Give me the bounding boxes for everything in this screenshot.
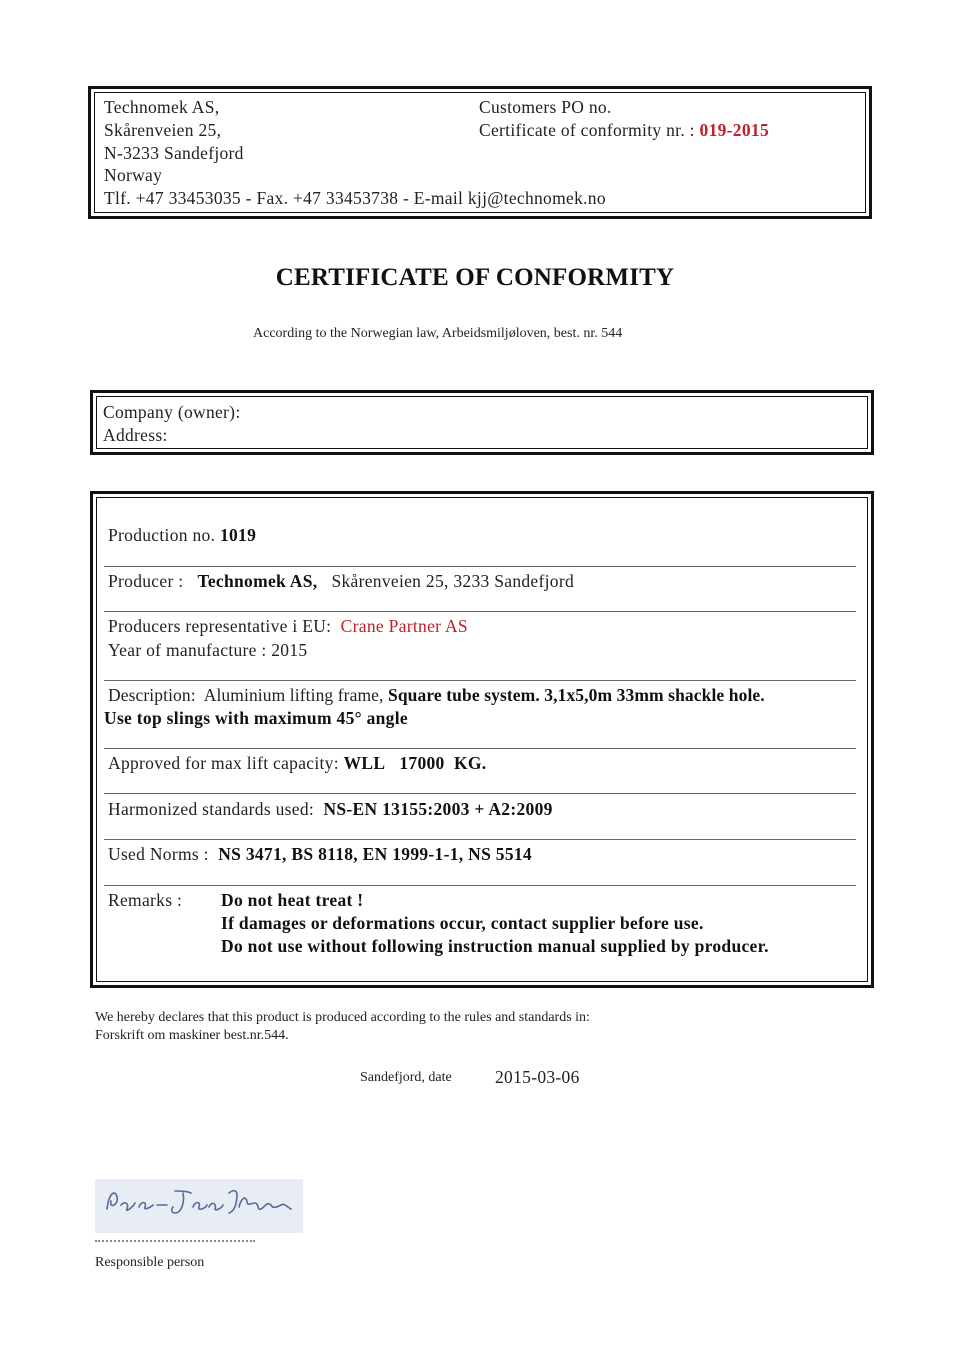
responsible-label: Responsible person — [95, 1255, 205, 1270]
company-street: Skårenveien 25, — [104, 120, 222, 140]
description-line2: Use top slings with maximum 45° angle — [104, 708, 408, 728]
divider — [104, 566, 856, 567]
description-bold: Square tube system. 3,1x5,0m 33mm shackle hole. — [388, 685, 765, 705]
divider — [104, 885, 856, 886]
company-city: N-3233 Sandefjord — [104, 143, 244, 163]
po-label: Customers PO no. — [479, 97, 612, 117]
norms-value: NS 3471, BS 8118, EN 1999-1-1, NS 5514 — [218, 844, 532, 864]
cert-number: 019-2015 — [699, 120, 770, 140]
year-row — [108, 640, 307, 661]
production-label: Production no. — [108, 525, 216, 545]
standards-row — [108, 799, 553, 820]
divider — [104, 611, 856, 612]
divider — [104, 748, 856, 749]
wll-label: WLL — [343, 753, 386, 773]
place-label: Sandefjord, date — [360, 1070, 452, 1085]
remark-item: Do not heat treat ! — [221, 890, 364, 910]
producer-label: Producer : — [108, 571, 184, 591]
standards-value: NS-EN 13155:2003 + A2:2009 — [323, 799, 553, 819]
declaration-line1: We hereby declares that this product is produced according to the rules and standards in: — [95, 1010, 590, 1025]
divider — [104, 793, 856, 794]
production-number: 1019 — [219, 525, 257, 545]
year-label: Year of manufacture : — [108, 640, 267, 660]
cert-number-line — [479, 120, 769, 141]
description-plain: Aluminium lifting frame, — [203, 685, 384, 705]
remark-item: Do not use without following instruction manual supplied by producer. — [221, 936, 769, 956]
description-label: Description: — [108, 685, 196, 705]
production-row — [108, 525, 256, 546]
approved-row — [108, 753, 486, 774]
description-row — [108, 685, 765, 706]
remark-item: If damages or deformations occur, contact supplier before use. — [221, 913, 704, 933]
standards-label: Harmonized standards used: — [108, 799, 315, 819]
remarks-label: Remarks : — [108, 890, 183, 910]
owner-company-label: Company (owner): — [103, 402, 241, 422]
producer-row — [108, 571, 574, 592]
year-value: 2015 — [271, 640, 308, 660]
wll-unit: KG. — [453, 753, 487, 773]
signing-date: 2015-03-06 — [495, 1067, 580, 1087]
approved-label: Approved for max lift capacity: — [108, 753, 339, 773]
norms-row — [108, 844, 532, 865]
page-title: CERTIFICATE OF CONFORMITY — [275, 264, 675, 291]
contact-line: Tlf. +47 33453035 - Fax. +47 33453738 - E-mail kjj@technomek.no — [104, 188, 606, 208]
divider — [104, 839, 856, 840]
cert-label: Certificate of conformity nr. : — [479, 120, 695, 140]
company-name: Technomek AS, — [104, 97, 220, 117]
rep-label: Producers representative i EU: — [108, 616, 332, 636]
rep-row — [108, 616, 468, 637]
signature-scribble — [95, 1179, 303, 1233]
divider — [104, 680, 856, 681]
producer-address: Skårenveien 25, 3233 Sandefjord — [331, 571, 575, 591]
declaration-line2: Forskrift om maskiner best.nr.544. — [95, 1028, 289, 1043]
norms-label: Used Norms : — [108, 844, 209, 864]
wll-value: 17000 — [399, 753, 445, 773]
producer-name: Technomek AS, — [197, 571, 318, 591]
subtitle: According to the Norwegian law, Arbeidsmiljøloven, best. nr. 544 — [253, 326, 623, 341]
owner-address-label: Address: — [103, 425, 168, 445]
rep-name: Crane Partner AS — [340, 616, 468, 636]
signature-line — [95, 1240, 255, 1242]
company-country: Norway — [104, 165, 163, 185]
signature — [95, 1179, 303, 1233]
